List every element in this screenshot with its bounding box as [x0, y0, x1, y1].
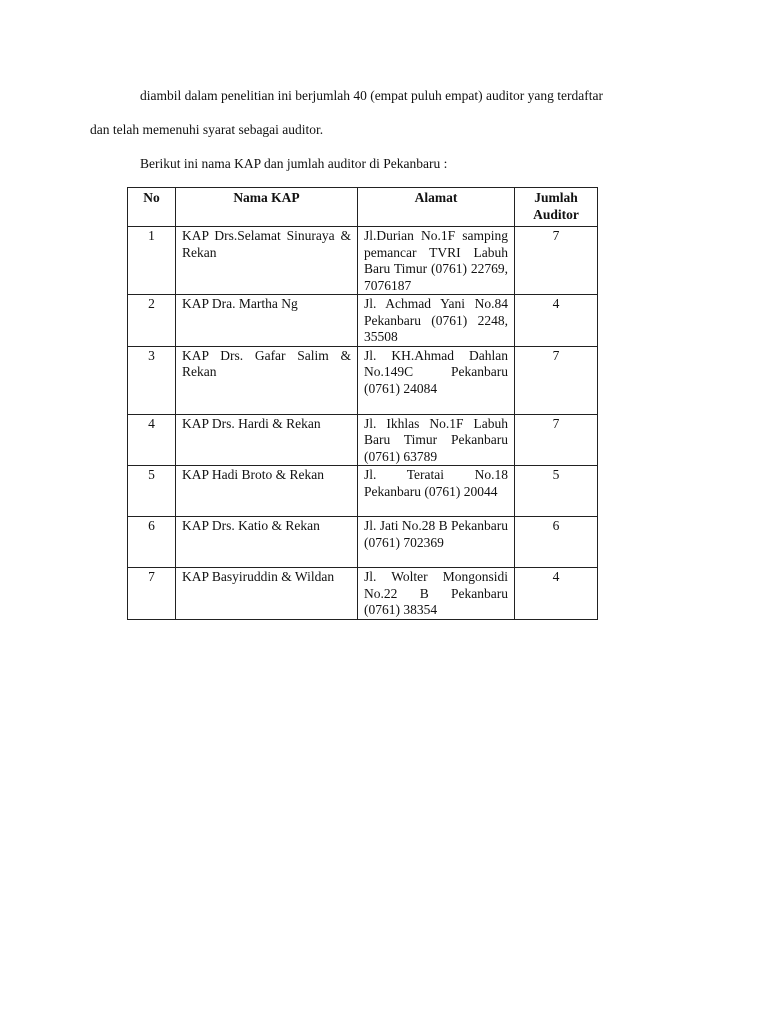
- cell-alamat: Jl. Ikhlas No.1F Labuh Baru Timur Pekanbaru (0761) 63789: [358, 414, 515, 466]
- cell-nama-kap: KAP Drs. Hardi & Rekan: [176, 414, 358, 466]
- table-row: [128, 568, 598, 620]
- header-alamat: Alamat: [358, 188, 515, 227]
- cell-jumlah-auditor: 7: [515, 414, 598, 466]
- header-jumlah-auditor: Jumlah Auditor: [515, 188, 598, 227]
- cell-jumlah-auditor: 4: [515, 568, 598, 620]
- table-row: [128, 295, 598, 347]
- cell-no: 1: [128, 227, 176, 295]
- cell-jumlah-auditor: 4: [515, 295, 598, 347]
- cell-alamat: Jl. Jati No.28 B Pekanbaru (0761) 702369: [358, 517, 515, 568]
- header-nama-kap: Nama KAP: [176, 188, 358, 227]
- table-row: [128, 227, 598, 295]
- cell-alamat: Jl. Achmad Yani No.84 Pekanbaru (0761) 2248, 35508: [358, 295, 515, 347]
- cell-jumlah-auditor: 6: [515, 517, 598, 568]
- cell-nama-kap: KAP Basyiruddin & Wildan: [176, 568, 358, 620]
- cell-no: 6: [128, 517, 176, 568]
- cell-no: 2: [128, 295, 176, 347]
- paragraph-line-1: diambil dalam penelitian ini berjumlah 40 (empat puluh empat) auditor yang terdaftar: [140, 88, 603, 103]
- table-row: [128, 517, 598, 568]
- cell-jumlah-auditor: 7: [515, 227, 598, 295]
- cell-jumlah-auditor: 7: [515, 346, 598, 414]
- cell-no: 7: [128, 568, 176, 620]
- cell-nama-kap: KAP Drs. Katio & Rekan: [176, 517, 358, 568]
- table-row: [128, 346, 598, 414]
- cell-nama-kap: KAP Hadi Broto & Rekan: [176, 466, 358, 517]
- cell-no: 5: [128, 466, 176, 517]
- cell-jumlah-auditor: 5: [515, 466, 598, 517]
- paragraph-line-2: dan telah memenuhi syarat sebagai auditor.: [90, 122, 324, 137]
- cell-alamat: Jl. Wolter Mongonsidi No.22 B Pekanbaru (0761) 38354: [358, 568, 515, 620]
- header-no: No: [128, 188, 176, 227]
- table-header-row: [128, 188, 598, 227]
- table-intro-line: Berikut ini nama KAP dan jumlah auditor di Pekanbaru :: [140, 156, 448, 171]
- kap-table: [127, 187, 598, 620]
- cell-nama-kap: KAP Drs. Gafar Salim & Rekan: [176, 346, 358, 414]
- cell-nama-kap: KAP Drs.Selamat Sinuraya & Rekan: [176, 227, 358, 295]
- cell-alamat: Jl. KH.Ahmad Dahlan No.149C Pekanbaru (0761) 24084: [358, 346, 515, 414]
- cell-alamat: Jl. Teratai No.18 Pekanbaru (0761) 20044: [358, 466, 515, 517]
- cell-no: 4: [128, 414, 176, 466]
- cell-nama-kap: KAP Dra. Martha Ng: [176, 295, 358, 347]
- table-row: [128, 414, 598, 466]
- table-row: [128, 466, 598, 517]
- cell-no: 3: [128, 346, 176, 414]
- cell-alamat: Jl.Durian No.1F samping pemancar TVRI Labuh Baru Timur (0761) 22769, 7076187: [358, 227, 515, 295]
